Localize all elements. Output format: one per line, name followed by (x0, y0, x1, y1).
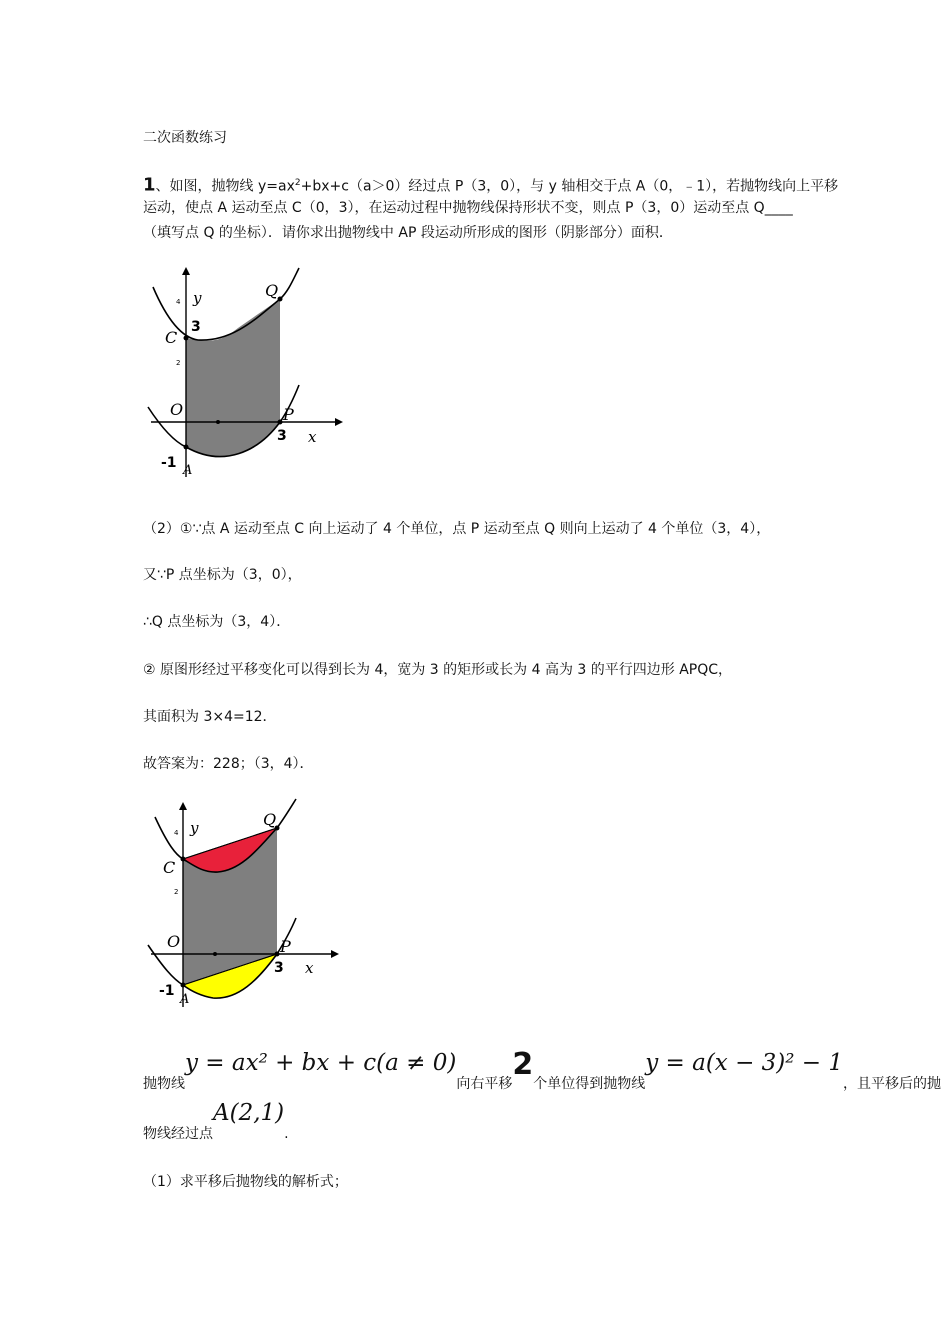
label-O: O (170, 400, 184, 419)
question-1-line-3: （填写点 Q 的坐标）．请你求出抛物线中 AP 段运动所形成的图形（阴影部分）面积． (143, 225, 673, 241)
figure-2 (143, 795, 348, 1010)
question-1-line-1 (143, 172, 838, 198)
question-number: 1 (143, 174, 156, 196)
point-P (278, 420, 283, 425)
formula-original: y = ax² + bx + c(a ≠ 0) (185, 1050, 457, 1076)
shift-amount: 2 (512, 1047, 534, 1082)
y-arrow (179, 802, 187, 810)
point-P (275, 952, 280, 957)
tick-4: 4 (174, 829, 179, 837)
x-arrow (335, 418, 343, 426)
label-C: C (165, 328, 178, 347)
point-A-formula: A(2,1) (213, 1100, 285, 1126)
label-C: C (163, 858, 176, 877)
label-3-x: 3 (274, 960, 284, 976)
solution-line-3: ∴Q 点坐标为（3，4）． (143, 614, 291, 630)
formula-shifted: y = a(x − 3)² − 1 (645, 1050, 844, 1076)
y-label: y (190, 819, 199, 837)
label-minus-1: -1 (161, 455, 177, 471)
point-C (184, 336, 189, 341)
page-title: 二次函数练习 (143, 130, 227, 146)
solution-line-4: ② 原图形经过平移变化可以得到长为 4，宽为 3 的矩形或长为 4 高为 3 的平行四边形 APQC， (143, 662, 733, 678)
question-text: 、如图，抛物线 y=ax (155, 178, 295, 195)
y-arrow (182, 267, 190, 275)
label-A: A (180, 992, 190, 1007)
tick-4: 4 (176, 298, 181, 306)
solution-line-2: 又∵P 点坐标为（3，0）， (143, 567, 302, 583)
y-label: y (193, 289, 202, 307)
tick-point (213, 952, 217, 956)
question-1-line-2: 运动，使点 A 运动至点 C（0，3），在运动过程中抛物线保持形状不变，则点 P（3，0）运动至点 Q____ (143, 200, 793, 216)
x-arrow (331, 950, 339, 958)
figure-1 (143, 262, 348, 482)
label-P: P (283, 405, 294, 424)
point-A (184, 445, 189, 450)
question-text: +bx+c（a＞0）经过点 P（3，0），与 y 轴相交于点 A（0，﹣1），若抛物线向上平移 (300, 178, 839, 195)
label-O: O (167, 932, 181, 951)
solution-line-1: （2）①∵点 A 运动至点 C 向上运动了 4 个单位，点 P 运动至点 Q 则向上运动了 4 个单位（3，4）， (143, 521, 771, 537)
x-label: x (305, 959, 314, 977)
tick-2: 2 (176, 359, 181, 367)
q2-text: ，且平移后的抛 (843, 1076, 942, 1092)
question-2-line-2 (143, 1090, 289, 1157)
q2-text: 向右平移 (456, 1076, 513, 1092)
tick-2: 2 (174, 888, 179, 896)
point-Q (278, 297, 283, 302)
label-P: P (280, 937, 291, 956)
label-minus-1: -1 (159, 983, 175, 999)
label-Q: Q (265, 281, 279, 300)
tick-point (216, 420, 220, 424)
q2-text: 物线经过点 (143, 1126, 213, 1142)
label-Q: Q (263, 810, 277, 829)
label-3-x: 3 (277, 428, 287, 444)
x-label: x (308, 428, 317, 446)
point-A (181, 983, 186, 988)
solution-line-6: 故答案为：228；（3，4）． (143, 756, 314, 772)
q2-text: 个单位得到抛物线 (533, 1076, 646, 1092)
q2-text: . (284, 1126, 289, 1142)
q2-text: 抛物线 (143, 1076, 185, 1092)
label-A: A (183, 463, 193, 478)
label-3: 3 (191, 319, 201, 335)
exponent: 2 (294, 178, 301, 188)
solution-line-5: 其面积为 3×4=12． (143, 709, 277, 725)
point-C (181, 857, 186, 862)
sub-question-1: （1）求平移后抛物线的解析式； (143, 1174, 348, 1190)
